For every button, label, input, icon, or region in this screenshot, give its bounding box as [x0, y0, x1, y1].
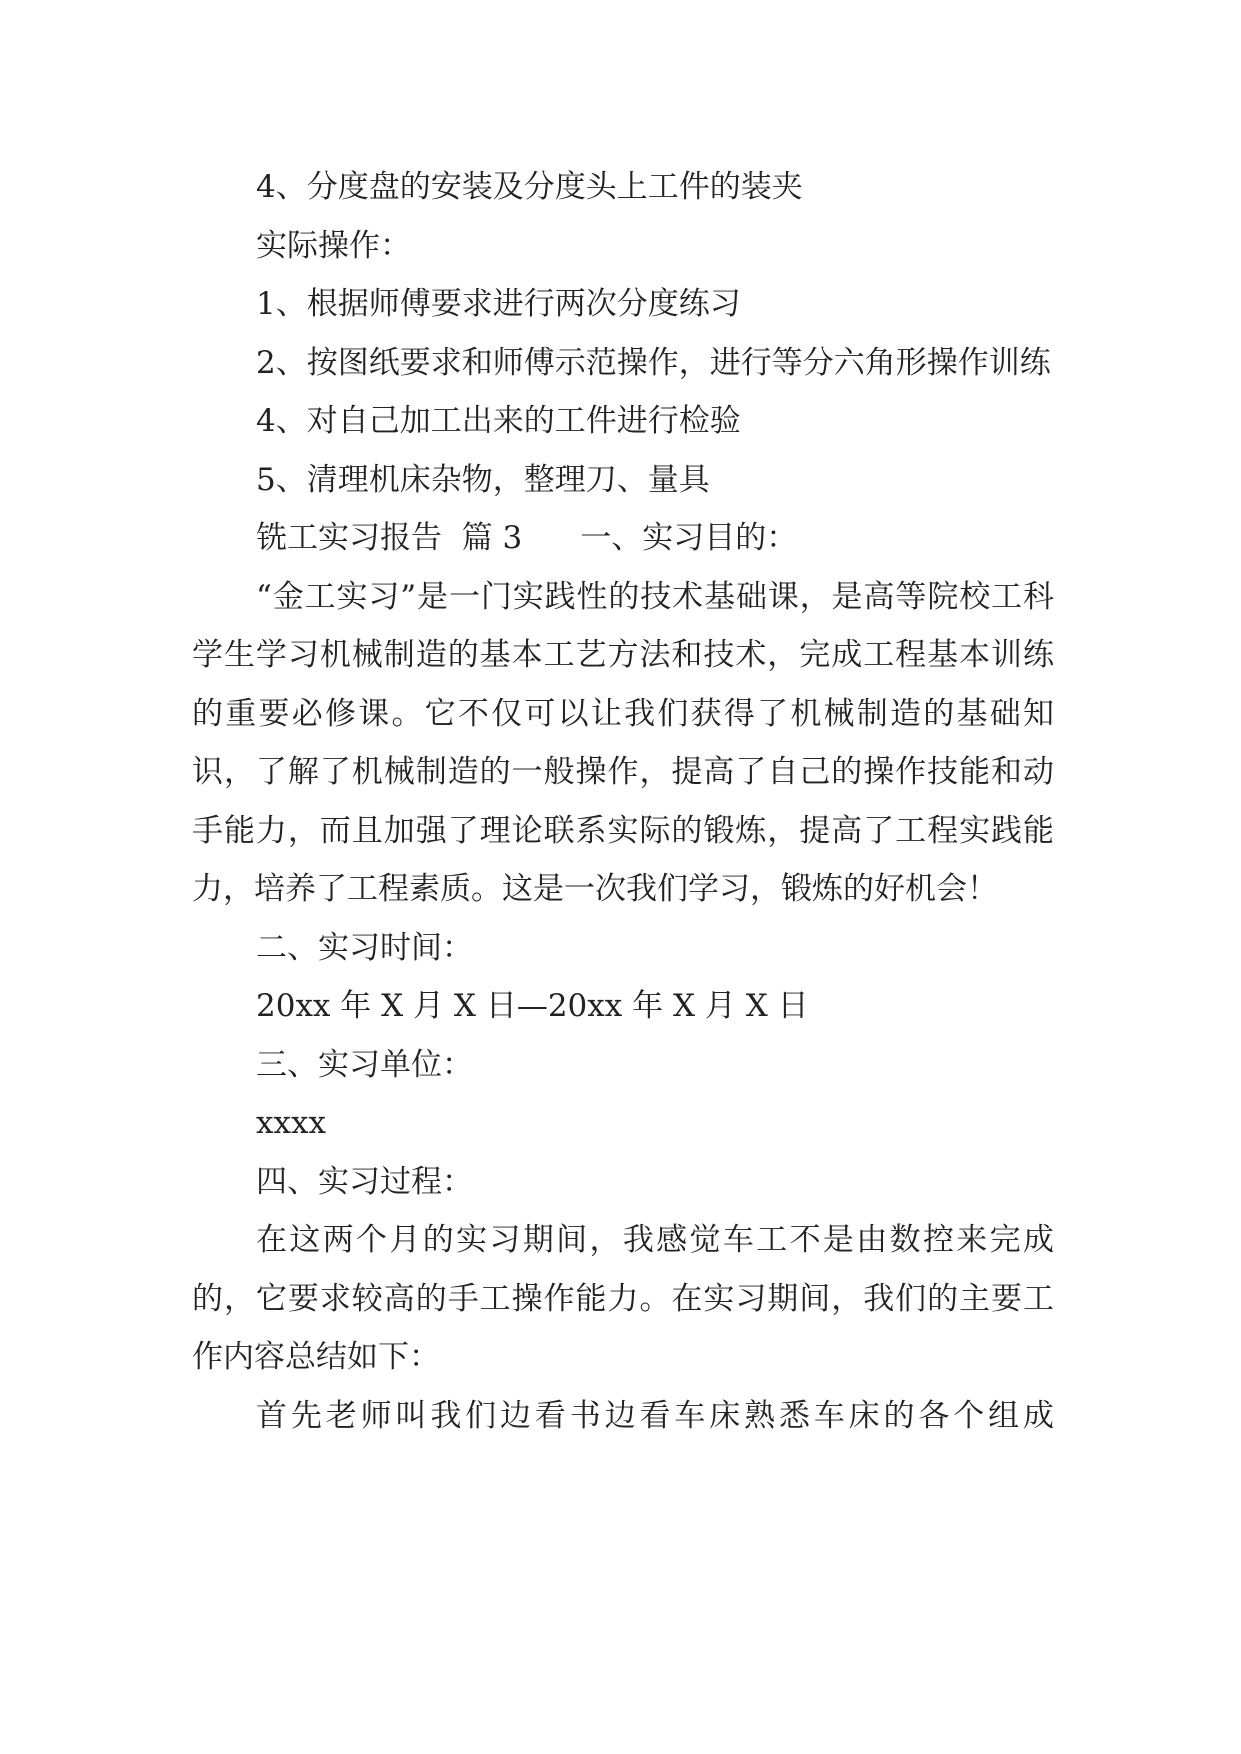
paragraph-unit-value: xxxx — [256, 1105, 326, 1141]
section-first-item: 一、实习目的： — [580, 520, 798, 556]
paragraph-process-body: 在这两个月的实习期间，我感觉车工不是由数控来完成的，它要求较高的手工操作能力。在实习期间，我们的主要工作内容总结如下： — [192, 1222, 1054, 1375]
paragraph-practical-operation: 实际操作： — [256, 227, 411, 264]
paragraph-process-heading: 四、实习过程： — [256, 1163, 473, 1200]
paragraph-step-5: 5、清理机床杂物，整理刀、量具 — [256, 461, 710, 498]
paragraph-step-1: 1、根据师傅要求进行两次分度练习 — [256, 286, 741, 322]
paragraph-first-step: 首先老师叫我们边看书边看车床熟悉车床的各个组成 — [256, 1397, 1054, 1434]
paragraph-time-value: 20xx 年 X 月 X 日—20xx 年 X 月 X 日 — [256, 988, 809, 1024]
paragraph-step-2: 2、按图纸要求和师傅示范操作，进行等分六角形操作训练 — [256, 344, 1051, 381]
paragraph-purpose: “金工实习”是一门实践性的技术基础课，是高等院校工科学生学习机械制造的基本工艺方法和技术，完成工程基本训练的重要必修课。它不仅可以让我们获得了机械制造的基础知识，了解了机械制造的一般操作，提高了自己的操作技能和动手能力，而且加强了理论联系实际的锻炼，提高了工程实践能力，培养了工程素质。这是一次我们学习，锻炼的好机会！ — [192, 578, 1054, 907]
paragraph-time-heading: 二、实习时间： — [256, 929, 473, 966]
paragraph-step-4: 4、对自己加工出来的工件进行检验 — [256, 403, 741, 439]
paragraph-unit-heading: 三、实习单位： — [256, 1046, 473, 1083]
section-title: 铣工实习报告 篇 3 — [256, 520, 523, 556]
document-body — [192, 158, 1054, 1445]
paragraph-dividing-plate: 4、分度盘的安装及分度头上工件的装夹 — [256, 169, 803, 205]
section-heading — [192, 509, 1054, 568]
